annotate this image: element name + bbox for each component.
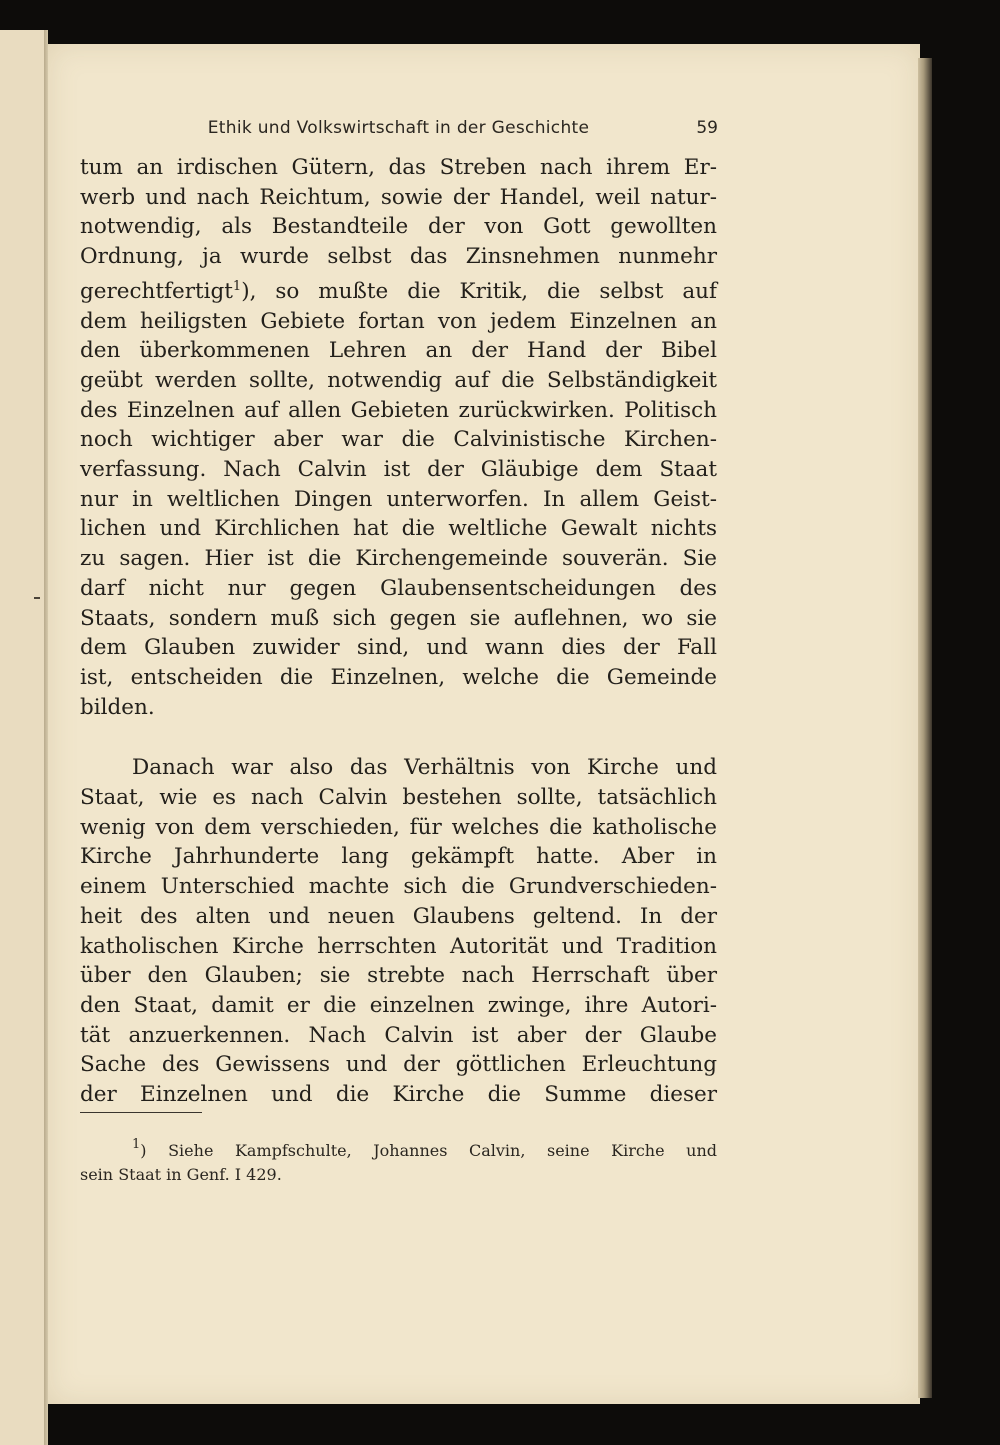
text-line: lichen und Kirchlichen hat die weltliche Gewalt nichts	[80, 516, 717, 542]
page-number: 59	[696, 118, 718, 138]
text-line: dem Glauben zuwider sind, und wann dies der Fall	[80, 635, 717, 661]
text-line: heit des alten und neuen Glaubens geltend. In der	[80, 903, 717, 929]
text-line: geübt werden sollte, notwendig auf die Selbständigkeit	[80, 367, 717, 393]
footnote-text: Siehe Kampfschulte, Johannes Calvin, seine Kirche und	[168, 1141, 717, 1160]
previous-page-edge	[0, 30, 46, 1445]
footnote-line	[80, 1133, 717, 1163]
margin-mark	[34, 597, 40, 599]
text-line: Danach war also das Verhältnis von Kirche und	[132, 755, 717, 781]
text-line: tum an irdischen Gütern, das Streben nach ihrem Er-	[80, 155, 717, 180]
text-line: den Staat, damit er die einzelnen zwinge, ihre Autori-	[80, 992, 717, 1018]
paragraph-gap	[80, 722, 717, 753]
body-text	[80, 153, 717, 1110]
text-line: noch wichtiger aber war die Calvinistische Kirchen-	[80, 427, 717, 453]
text-line: wenig von dem verschieden, für welches die katholische	[80, 814, 717, 840]
text-line: Staat, wie es nach Calvin bestehen sollte, tatsächlich	[80, 785, 717, 811]
text-line: werb und nach Reichtum, sowie der Handel, weil natur-	[80, 184, 717, 210]
text-line: notwendig, als Bestandteile der von Gott gewollten	[80, 214, 717, 240]
text-line: über den Glauben; sie strebte nach Herrschaft über	[80, 963, 717, 989]
text-line: des Einzelnen auf allen Gebieten zurückwirken. Politisch	[80, 397, 717, 423]
footnote-line: sein Staat in Genf. I 429.	[80, 1165, 282, 1184]
text-line: Sache des Gewissens und der göttlichen Erleuchtung	[80, 1052, 717, 1078]
text-fragment: gerechtfertigt	[80, 278, 233, 304]
footnote-marker: 1	[132, 1137, 141, 1152]
page-stack-edge	[918, 58, 932, 1398]
footnote-marker-suffix: )	[140, 1141, 147, 1160]
text-line: einem Unterschied machte sich die Grundverschieden-	[80, 874, 717, 900]
footnote	[80, 1133, 717, 1187]
text-fragment: so mußte die Kritik, die selbst auf	[275, 278, 717, 304]
text-line: Staats, sondern muß sich gegen sie auflehnen, wo sie	[80, 605, 717, 631]
text-line: Ordnung, ja wurde selbst das Zinsnehmen nunmehr	[80, 244, 717, 270]
text-fragment: ),	[241, 278, 257, 304]
text-line: der Einzelnen und die Kirche die Summe dieser	[80, 1082, 717, 1108]
text-line: tät anzuerkennen. Nach Calvin ist aber der Glaube	[80, 1022, 717, 1048]
text-line: zu sagen. Hier ist die Kirchengemeinde souverän. Sie	[80, 546, 717, 572]
text-line: dem heiligsten Gebiete fortan von jedem Einzelnen an	[80, 308, 717, 334]
text-line-with-footnote-ref	[80, 272, 717, 307]
text-line: Kirche Jahrhunderte lang gekämpft hatte. Aber in	[80, 844, 717, 870]
footnote-reference: 1	[232, 278, 242, 294]
footnote-separator	[80, 1112, 202, 1113]
text-line: den überkommenen Lehren an der Hand der Bibel	[80, 338, 717, 364]
running-head-title: Ethik und Volkswirtschaft in der Geschichte	[207, 118, 590, 138]
text-line: katholischen Kirche herrschten Autorität und Tradition	[80, 933, 717, 959]
text-line: bilden.	[80, 694, 155, 720]
text-line: nur in weltlichen Dingen unterworfen. In allem Geist-	[80, 486, 717, 512]
text-line: darf nicht nur gegen Glaubensentscheidungen des	[80, 575, 717, 601]
text-line: verfassung. Nach Calvin ist der Gläubige dem Staat	[80, 457, 717, 483]
text-line: ist, entscheiden die Einzelnen, welche die Gemeinde	[80, 664, 717, 690]
